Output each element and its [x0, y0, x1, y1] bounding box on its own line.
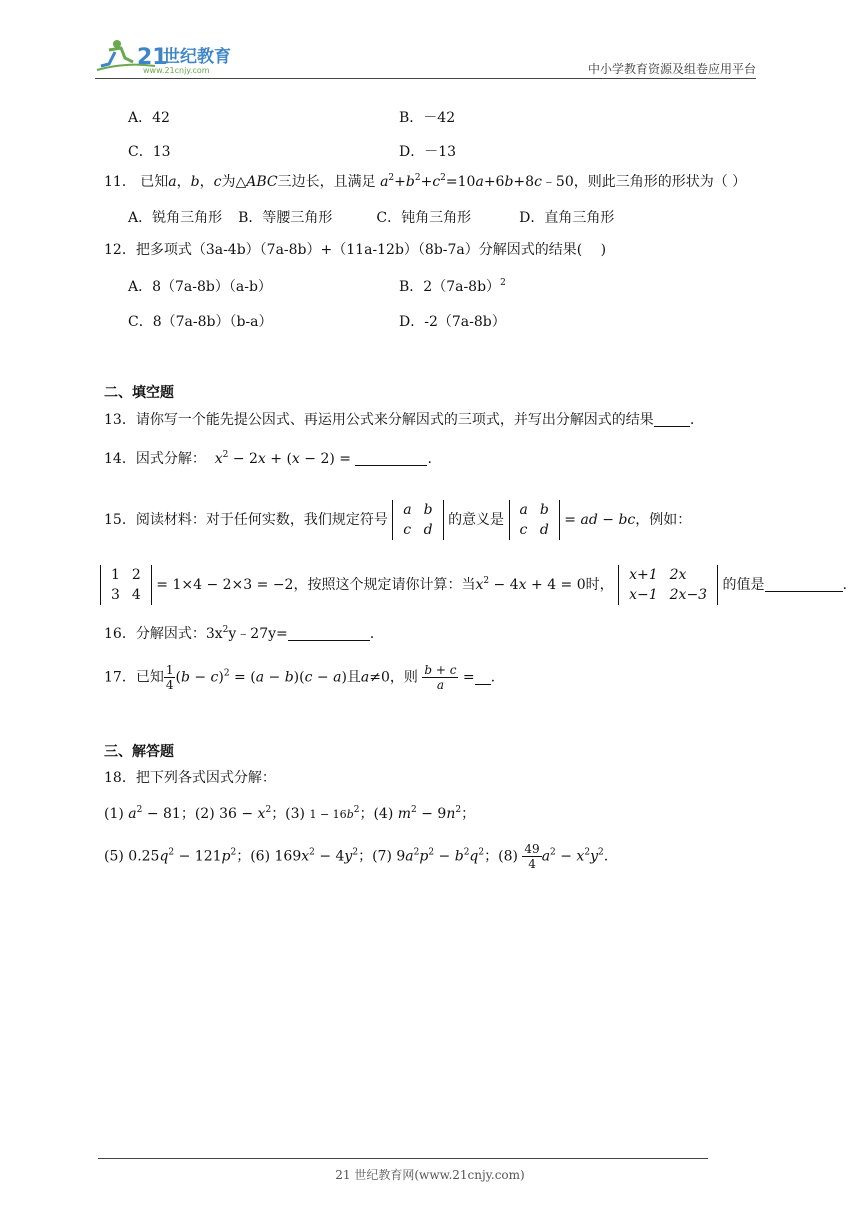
determinant-symbol-2: a b c d	[509, 500, 560, 540]
q16-stem: 16．分解因式：$3x^2y﹣27y=$ .	[104, 625, 375, 642]
q15-stem: 15．阅读材料：对于任何实数，我们规定符号 a b c d 的意义是 a b c d = ad − bc，例如：	[104, 502, 692, 538]
q12-stem: 12．把多项式（3a-4b）（7a-8b）+（11a-12b）（8b-7a）分解因式的结果( )	[104, 242, 607, 258]
q11-options: A．锐角三角形 B．等腰三角形 C．钝角三角形 D．直角三角形	[128, 210, 615, 226]
q11-stem: 11． 已知a，b，c为△ABC三边长，且满足 $a^2+b^2+c^2=10a+6b+8c﹣50$，则此三角形的形状为（ ）	[104, 173, 747, 190]
q10-option-a: A．42	[128, 110, 170, 126]
q10-option-b: B．－42	[399, 110, 456, 126]
determinant-symbol: a b c d	[392, 500, 443, 540]
svg-text:21: 21	[137, 45, 168, 70]
q10-option-c: C．13	[128, 144, 171, 160]
q18-parts-1: (1) $a^2 - 81$；(2) $36 - x^2$；(3) $1 - 16b^2$；(4) $m^2 - 9n^2$；	[104, 805, 476, 822]
q12-option-a: A．8（7a-8b）（a-b）	[128, 279, 272, 295]
q10-option-d: D．－13	[399, 144, 457, 160]
q12-option-c: C．8（7a-8b）（b-a）	[128, 314, 273, 330]
determinant-question: x+1 2x x−1 2x−3	[618, 565, 718, 605]
header-tagline: 中小学教育资源及组卷应用平台	[587, 62, 756, 76]
q12-option-b: B．$2(7a-8b)^2$	[399, 278, 506, 295]
determinant-example: 1 2 3 4	[100, 565, 152, 605]
section-fill-in-title: 二、填空题	[104, 385, 174, 401]
svg-text:世纪教育: 世纪教育	[163, 47, 231, 67]
svg-text:www.21cnjy.com: www.21cnjy.com	[143, 66, 210, 75]
q18-stem: 18．把下列各式因式分解：	[104, 770, 276, 786]
site-logo	[95, 36, 255, 76]
q15-example: 1 2 3 4 = 1×4 − 2×3 = −2，按照这个规定请你计算：当$x^2 - 4x + 4 = 0$时， x+1 2x x−1 2x−3 的值是 .	[100, 565, 847, 605]
header-divider	[95, 78, 756, 79]
q17-stem: 17．已知 $\frac{1}{4}$ $(b - c)^2 = (a - b)(c - a)$且a≠0，则 $\frac{b + c}{a}$ = .	[104, 663, 496, 692]
q12-option-d: D．-2（7a-8b）	[399, 314, 506, 330]
q14-stem: 14．因式分解： $x^2 - 2x + (x - 2)$ = .	[104, 450, 432, 467]
q13-stem: 13．请你写一个能先提公因式、再运用公式来分解因式的三项式，并写出分解因式的结果 .	[104, 412, 695, 428]
section-answer-title: 三、解答题	[104, 744, 174, 760]
footer-divider	[98, 1158, 708, 1159]
footer-text: 21 世纪教育网(www.21cnjy.com)	[335, 1168, 525, 1182]
q18-parts-2: (5) $0.25q^2 - 121p^2$；(6) $169x^2 - 4y^2$；(7) $9a^2p^2 - b^2q^2$；(8) $\frac{49}{4}$ $a^2 - x^2y^2$.	[104, 842, 609, 871]
